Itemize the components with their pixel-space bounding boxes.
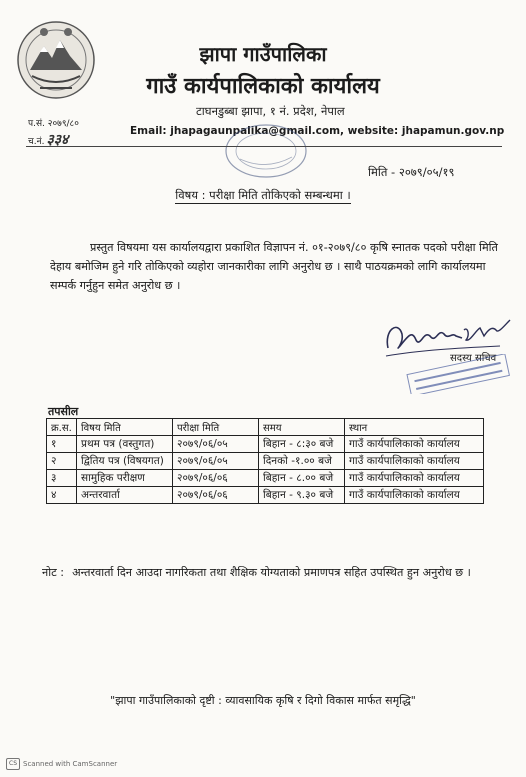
column-header: स्थान	[345, 419, 484, 436]
vision-footer: "झापा गाउँपालिकाको दृष्टी : व्यावसायिक कृषि र दिगो विकास मार्फत समृद्धि"	[110, 694, 416, 707]
venue-cell: गाउँ कार्यपालिकाको कार्यालय	[345, 470, 484, 487]
column-header: समय	[259, 419, 345, 436]
subject-cell: प्रथम पत्र (वस्तुगत)	[77, 436, 173, 453]
exam-date-cell: २०७९/०६/०५	[173, 453, 259, 470]
exam-schedule-table	[46, 418, 484, 504]
office-name: झापा गाउँपालिका	[199, 42, 327, 66]
serial-cell: २	[47, 453, 77, 470]
time-cell: दिनको -१.०० बजे	[259, 453, 345, 470]
chalani-value: ३३४	[46, 132, 69, 148]
column-header: क्र.स.	[47, 419, 77, 436]
time-cell: बिहान - ९.३० बजे	[259, 487, 345, 504]
table-row	[47, 453, 484, 470]
note-paragraph	[42, 562, 498, 584]
venue-cell: गाउँ कार्यपालिकाको कार्यालय	[345, 487, 484, 504]
subject-cell: सामुहिक परीक्षण	[77, 470, 173, 487]
exam-date-cell: २०७९/०६/०६	[173, 470, 259, 487]
exam-date-cell: २०७९/०६/०६	[173, 487, 259, 504]
scanner-text: Scanned with CamScanner	[23, 760, 118, 768]
table-row	[47, 487, 484, 504]
letter-date: मिति - २०७९/०५/१९	[368, 165, 455, 179]
subject-cell: अन्तरवार्ता	[77, 487, 173, 504]
exam-date-cell: २०७९/०६/०५	[173, 436, 259, 453]
column-header: परीक्षा मिति	[173, 419, 259, 436]
contact-line: Email: jhapagaunpalika@gmail.com, website: jhapamun.gov.np	[130, 125, 505, 137]
table-header-row	[47, 419, 484, 436]
patra-sankhya: प.सं. २०७९/८०	[28, 119, 79, 129]
column-header: विषय मिति	[77, 419, 173, 436]
schedule-heading	[48, 404, 78, 419]
table-row	[47, 436, 484, 453]
signatory-title: सदस्य सचिव	[450, 353, 497, 364]
serial-cell: १	[47, 436, 77, 453]
venue-cell: गाउँ कार्यपालिकाको कार्यालय	[345, 436, 484, 453]
office-subtitle: गाउँ कार्यपालिकाको कार्यालय	[146, 74, 380, 99]
chalani-label: च.नं.	[28, 137, 45, 147]
scanner-watermark	[6, 758, 117, 770]
office-seal-stamp	[218, 121, 314, 181]
official-rubber-stamp	[398, 354, 518, 394]
office-address: टाघनडुब्बा झापा, १ नं. प्रदेश, नेपाल	[196, 104, 345, 118]
subject-cell: द्वितिय पत्र (विषयगत)	[77, 453, 173, 470]
letter-body: प्रस्तुत विषयमा यस कार्यालयद्वारा प्रकाशित विज्ञापन नं. ०१-२०७९/८० कृषि स्नातक पदको परीक्षा मिति देहाय बमोजिम हुने गरि तोकिएको व्यहोरा जानकारीका लागि अनुरोध छ । साथै पाठयक्रमको लागि कार्यालयमा सम्पर्क गर्नुहुन समेत अनुरोध छ ।	[50, 241, 498, 292]
schedule-heading-text: तपसील	[48, 405, 79, 418]
venue-cell: गाउँ कार्यपालिकाको कार्यालय	[345, 453, 484, 470]
serial-cell: ४	[47, 487, 77, 504]
camscanner-badge-icon: CS	[6, 758, 20, 770]
header-divider	[26, 146, 502, 147]
note-label: नोट :	[42, 566, 65, 579]
time-cell: बिहान - ८.०० बजे	[259, 470, 345, 487]
note-text: अन्तरवार्ता दिन आउदा नागरिकता तथा शैक्षिक योग्यताको प्रमाणपत्र सहित उपस्थित हुन अनुरोध छ ।	[72, 566, 471, 579]
serial-cell: ३	[47, 470, 77, 487]
time-cell: बिहान - ८:३० बजे	[259, 436, 345, 453]
subject-text: विषय : परीक्षा मिति तोकिएको सम्बन्धमा ।	[175, 188, 351, 202]
subject-line	[0, 188, 526, 203]
table-row	[47, 470, 484, 487]
